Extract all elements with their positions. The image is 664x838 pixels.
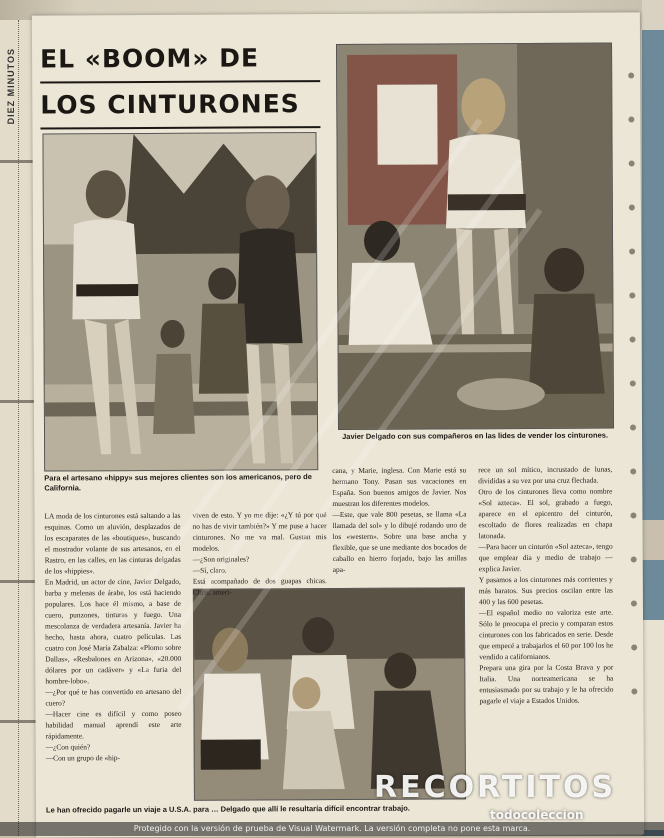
text-column-2 xyxy=(192,498,327,597)
caption-top-left: Para el artesano «hippy» sus mejores clientes son los americanos, pero de California. xyxy=(44,472,312,493)
magazine-page xyxy=(32,12,644,837)
column-4-text: rece un sol mítico, incrustado de lunas, divididas a su vez por una cruz flechada. Otro de los cinturones lleva como nombre «Sol azteca». El sol, grabado a fuego, aparece en el epicentro del cinturón, escoltado de flores realizadas en chapa latonada. —Para hacer un cinturón «Sol azteca», tengo que emplear día y medio de trabajo —explica Javier. Y pasamos a los cinturones más corrientes y más baratos. Sus precios oscilan entre las 400 y las 600 pesetas. —El español medio no valoriza este arte. Sólo le preocupa el precio y comparan estos cinturones con los fabricados en serie. Desde que empecé a trabajarlos el 60 por 100 los he vendido a californianos. Prepara una gira por la Costa Brava y por Italia. Una norteamericana se ha entusiasmado por su trabajo y le ha ofrecido pagarle el viaje a Estados Unidos. xyxy=(478,464,614,706)
caption-top-right: Javier Delgado con sus compañeros en las lides de vender los cinturones. xyxy=(342,430,609,441)
headline-line-1: EL «BOOM» DE xyxy=(40,43,260,74)
column-3-text: cana, y Marie, inglesa. Con Marie está su hermano Tony. Pasan sus vacaciones en España. Son buenos amigos de Javier. Nos muestran los diferentes modelos. —Este, que vale 800 pesetas, se llama «La llamada del sol» y lo dibujé rodando uno de los «western». Sobre una base ancha y flexible, que se une mediante dos bocados de caballo en hierro forjado, bajo las anillas apa- xyxy=(332,465,467,575)
binding-edge xyxy=(18,20,29,836)
headline xyxy=(40,38,320,131)
headline-line-2: LOS CINTURONES xyxy=(40,89,300,120)
right-edge xyxy=(642,0,664,836)
photo-group-seated xyxy=(193,587,466,800)
brand-subtitle: todocoleccion xyxy=(490,808,584,822)
text-column-1 xyxy=(44,499,182,800)
binder-holes xyxy=(628,72,637,732)
text-column-4 xyxy=(478,453,614,798)
photo-hippies-standing xyxy=(42,132,318,471)
column-2-text: viven de esto. Y yo me dije: «¿Y tú por qué no has de vivir también?» Y me puse a hacer cinturones. No me va mal. Gustan mis modelos. —¿Son originales? —Sí, claro. Está acompañado de dos guapas chicas. Chris, ameri- xyxy=(192,510,327,597)
text-column-3 xyxy=(332,453,467,584)
brand-watermark: RECORTITOS xyxy=(374,770,617,805)
section-label: DIEZ MINUTOS xyxy=(6,48,16,125)
column-1-text: LA moda de los cinturones está saltando a las esquinas. Como un aluvión, desplazados de los escaparates de las «boutiques», buscando el mostrador volante de sus artesanos, en el Rastro, en las calles, en las cinturas delgadas de los «hippies». En Madrid, un actor de cine, Javier Delgado, barba y melenas de árabe, los está haciendo populares. Los hace él mismo, a base de cuero, punzones, tinturas y fuego. Una mescolanza de verdadera artesanía. Javier ha hecho, hasta ahora, cuatro películas. Las cuatro con José María Zabalza: «Plomo sobre Dallas», «Resbalones en Arizona», «20.000 dólares por un cadáver» y «La furia del hombre-lobo». —¿Por qué te has convertido en artesano del cuero? —Hacer cine es difícil y como poseo habilidad manual aprendí este arte rápidamente. —¿Con quién? —Con un grupo de «hip- xyxy=(44,510,182,763)
caption-bottom: Le han ofrecido pagarle un viaje a U.S.A. para … Delgado que allí le resultaría difícil encontrar trabajo. xyxy=(45,803,410,815)
trial-watermark-bar: Protegido con la versión de prueba de Visual Watermark. La versión completa no pone esta marca. xyxy=(0,822,664,836)
photo-group-on-steps xyxy=(336,43,614,430)
